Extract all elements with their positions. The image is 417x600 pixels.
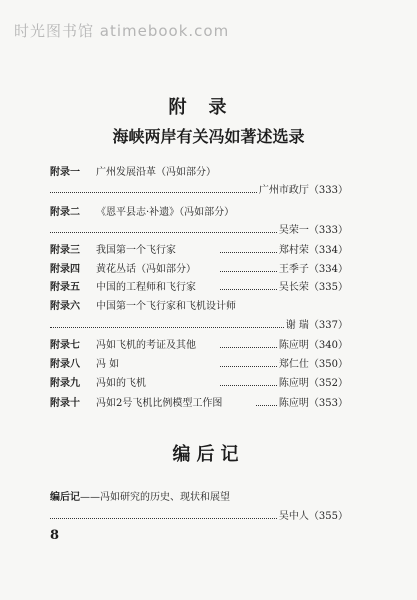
entry-code: 附录八 [50,359,80,370]
entry-code: 附录一 [50,167,80,178]
entry-code: 附录九 [50,378,80,389]
afterword-leader-line [50,507,348,522]
entry-author: 陈应明 [278,340,309,351]
entry-page: （337） [308,320,348,331]
entry-author: 陈应明 [278,378,309,389]
entry-page: （334） [308,245,348,256]
afterword-heading: 编后记 [172,444,245,465]
entry-page: （335） [308,282,348,293]
toc-entry-leader-line [256,394,348,409]
entry-title: 冯 如 [96,359,120,370]
toc-entry-leader-line [50,316,348,331]
entry-title: 中国第一个飞行家和飞机设计师 [96,301,236,312]
dot-leader [50,232,277,233]
dot-leader [220,289,277,290]
entry-author: 陈应明 [278,398,309,409]
dot-leader [220,252,277,253]
entry-page: （340） [308,340,348,351]
entry-title: 中国的工程师和飞行家 [96,282,196,293]
entry-code: 附录十 [50,398,80,409]
appendix-subtitle: 海峡两岸有关冯如著述选录 [112,127,305,146]
entry-title: 《恩平县志·补遗》（冯如部分） [96,207,235,218]
afterword-title: ——冯如研究的历史、现状和展望 [80,492,230,503]
entry-page: （353） [308,398,348,409]
entry-author: 谢 瑞 [285,320,309,331]
afterword-label: 编后记 [50,492,80,503]
entry-title: 冯如飞机的考证及其他 [96,340,196,351]
entry-page: （333） [308,225,348,236]
dot-leader [256,405,277,406]
entry-author: 吴荣一 [278,225,309,236]
entry-author: 郑村荣 [278,245,309,256]
toc-entry-leader-line [220,260,348,275]
watermark-text: 时光图书馆 atimebook.com [14,22,230,40]
dot-leader [50,327,284,328]
entry-code: 附录七 [50,340,80,351]
appendix-heading: 附录 [168,97,249,118]
toc-entry-leader-line [220,336,348,351]
dot-leader [220,385,277,386]
entry-title: 我国第一个飞行家 [96,245,176,256]
entry-author: 吴长荣 [278,282,309,293]
toc-entry-leader-line [50,221,348,236]
afterword-entry [50,488,348,503]
dot-leader [50,192,257,193]
afterword-page: （355） [308,511,348,522]
page-number: 8 [50,528,60,543]
entry-title: 广州发展沿革（冯如部分） [96,167,216,178]
entry-author: 郑仁仕 [278,359,309,370]
entry-page: （333） [308,185,348,196]
entry-author: 广州市政厅 [258,185,309,196]
dot-leader [220,347,277,348]
dot-leader [220,366,277,367]
toc-entry-leader-line [220,355,348,370]
entry-title: 黄花丛话（冯如部分） [96,264,196,275]
toc-entry-leader-line [220,374,348,389]
toc-entry-leader-line [50,181,348,196]
toc-entry-leader-line [220,241,348,256]
entry-code: 附录四 [50,264,80,275]
entry-author: 王季子 [278,264,309,275]
entry-title: 冯如的飞机 [96,378,146,389]
dot-leader [220,271,277,272]
afterword-author: 吴中人 [278,511,309,522]
entry-code: 附录六 [50,301,80,312]
dot-leader [50,518,277,519]
toc-entry-leader-line [220,278,348,293]
entry-code: 附录五 [50,282,80,293]
entry-page: （334） [308,264,348,275]
entry-title: 冯如2号飞机比例模型工作图 [96,398,223,409]
entry-page: （350） [308,359,348,370]
entry-page: （352） [308,378,348,389]
entry-code: 附录二 [50,207,80,218]
entry-code: 附录三 [50,245,80,256]
